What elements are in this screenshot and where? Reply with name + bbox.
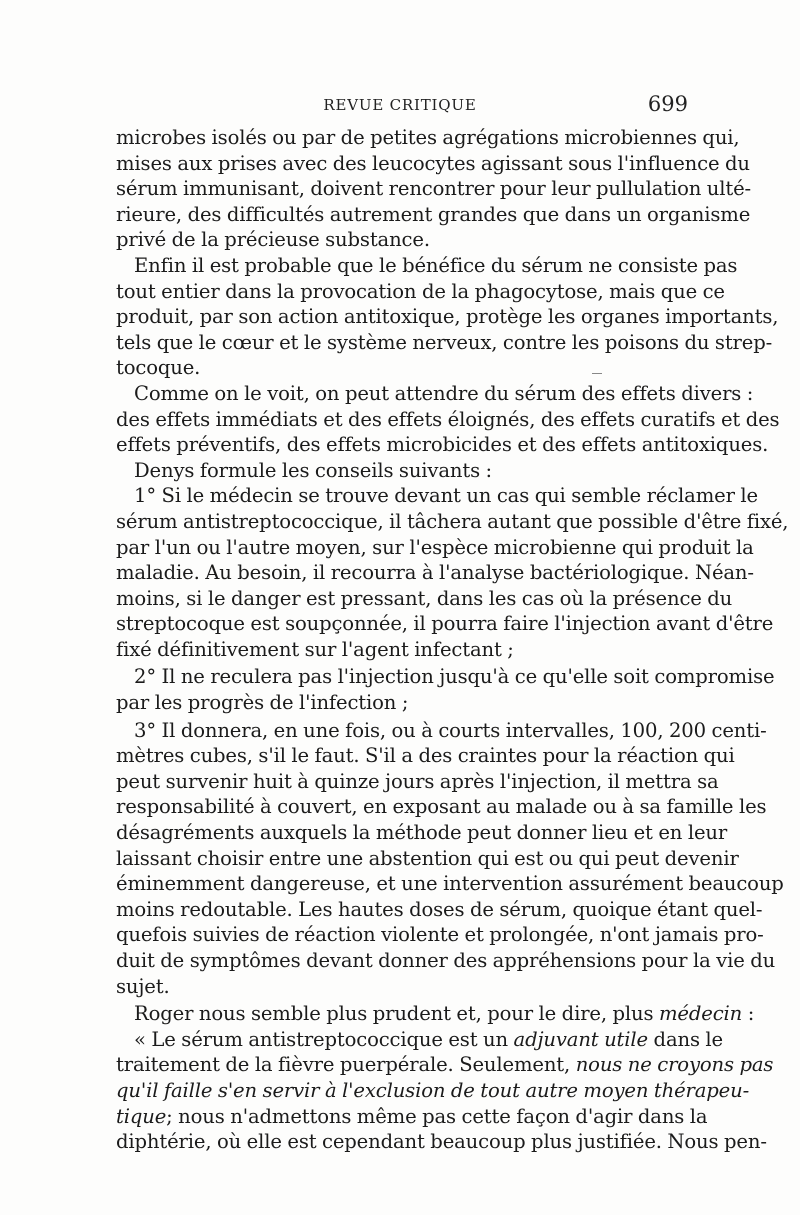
text-line: des effets immédiats et des effets éloignés, des effets curatifs et des: [116, 407, 780, 431]
text-line: [116, 1001, 755, 1027]
text-line: 1° Si le médecin se trouve devant un cas qui semble réclamer le: [134, 484, 758, 508]
text-line: moins redoutable. Les hautes doses de sérum, quoique étant quel-: [116, 897, 763, 921]
text-line: produit, par son action antitoxique, protège les organes importants,: [116, 305, 779, 329]
text-line: [116, 1078, 750, 1104]
page-number: 699: [647, 92, 688, 116]
text-line: éminemment dangereuse, et une intervention assurément beaucoup: [116, 872, 784, 896]
text-line: [116, 1052, 774, 1078]
text-line: effets préventifs, des effets microbicides et des effets antitoxiques.: [116, 433, 769, 457]
text-run: « Le sérum antistreptococcique est un: [134, 1027, 508, 1051]
italic-run: adjuvant utile: [513, 1027, 648, 1051]
italic-run: médecin: [659, 1002, 743, 1026]
text-line: par l'un ou l'autre moyen, sur l'espèce microbienne qui produit la: [116, 535, 754, 559]
text-line: sujet.: [116, 974, 170, 998]
text-line: tels que le cœur et le système nerveux, contre les poisons du strep-: [116, 330, 773, 354]
text-line: 3° Il donnera, en une fois, ou à courts intervalles, 100, 200 centi-: [134, 718, 767, 742]
running-title: REVUE CRITIQUE: [323, 96, 477, 114]
text-line: Comme on le voit, on peut attendre du sérum des effets divers :: [134, 381, 754, 405]
text-line: Denys formule les conseils suivants :: [134, 458, 493, 482]
text-line: moins, si le danger est pressant, dans les cas où la présence du: [116, 586, 733, 610]
text-line: quefois suivies de réaction violente et prolongée, n'ont jamais pro-: [116, 923, 764, 947]
text-line: peut survenir huit à quinze jours après l'injection, il mettra sa: [116, 769, 719, 793]
text-run: Roger nous semble plus prudent et, pour le dire, plus: [134, 1002, 654, 1026]
text-line: duit de symptômes devant donner des appréhensions pour la vie du: [116, 949, 776, 972]
text-run: traitement de la fièvre puerpérale. Seulement,: [116, 1053, 571, 1077]
body-text: [116, 125, 789, 1155]
text-line: tout entier dans la provocation de la phagocytose, mais que ce: [116, 279, 725, 303]
text-line: par les progrès de l'infection ;: [116, 691, 409, 715]
text-line: maladie. Au besoin, il recourra à l'analyse bactériologique. Néan-: [116, 561, 754, 585]
text-line: streptocoque est soupçonnée, il pourra faire l'injection avant d'être: [116, 612, 774, 636]
text-line: privé de la précieuse substance.: [116, 228, 430, 252]
text-line: Enfin il est probable que le bénéfice du sérum ne consiste pas: [134, 253, 738, 277]
text-line: [116, 1104, 708, 1130]
text-line: mises aux prises avec des leucocytes agissant sous l'influence du: [116, 151, 750, 175]
italic-run: tique: [116, 1104, 167, 1128]
running-header: [0, 92, 800, 126]
text-line: [116, 1027, 723, 1053]
text-line: sérum immunisant, doivent rencontrer pour leur pullulation ulté-: [116, 177, 752, 201]
italic-run: nous ne croyons pas: [575, 1053, 774, 1077]
text-line: désagréments auxquels la méthode peut donner lieu et en leur: [116, 821, 728, 845]
text-line: laissant choisir entre une abstention qui est ou qui peut devenir: [116, 846, 739, 870]
text-line: rieure, des difficultés autrement grandes que dans un organisme: [116, 202, 751, 226]
italic-run: qu'il faille s'en servir à l'exclusion de tout autre moyen thérapeu-: [116, 1078, 750, 1102]
text-line: responsabilité à couvert, en exposant au malade ou à sa famille les: [116, 795, 767, 819]
text-run: ; nous n'admettons même pas cette façon d'agir dans la: [166, 1104, 708, 1128]
text-line: tocoque.: [116, 356, 201, 380]
text-line: microbes isolés ou par de petites agrégations microbiennes qui,: [116, 126, 740, 149]
text-run: :: [742, 1002, 755, 1026]
text-line: 2° Il ne reculera pas l'injection jusqu'à ce qu'elle soit compromise: [134, 665, 775, 689]
text-line: sérum antistreptococcique, il tâchera autant que possible d'être fixé,: [116, 509, 789, 533]
text-line: fixé définitivement sur l'agent infectant ;: [116, 637, 514, 661]
text-line: mètres cubes, s'il le faut. S'il a des craintes pour la réaction qui: [116, 744, 735, 768]
text-line: diphtérie, où elle est cependant beaucoup plus justifiée. Nous pen-: [116, 1130, 767, 1154]
text-run: dans le: [647, 1027, 723, 1051]
